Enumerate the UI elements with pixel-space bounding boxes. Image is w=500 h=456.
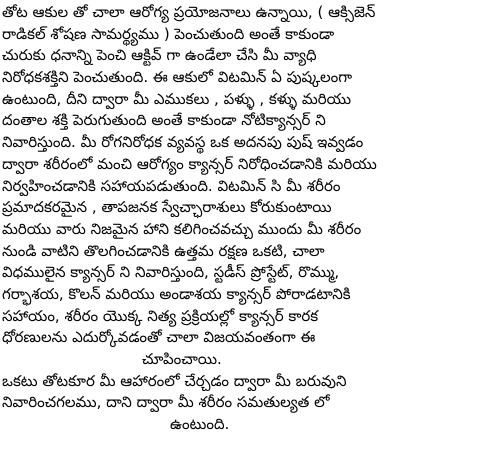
text-line: నిరోధకశక్తిని పెంచుతుంది. ఈ ఆకులో విటమిన్ ఏ పుష్కలంగా	[2, 68, 353, 87]
text-line: చురుకు ధనాన్ని పెంచి ఆక్టివ్ గా ఉండేలా చేసి మీ వ్యాధి	[2, 46, 317, 65]
text-line: నివారించగలము, దాని ద్వారా మీ శరీరం సమతుల్యత లో	[2, 393, 330, 412]
text-line: ప్రమాదకరమైన , తాపజనక స్వేచ్ఛారాశులు కోరుకుంటాయి	[2, 198, 332, 217]
text-line: సహాయం, శరీరం యొక్క నిత్య ప్రక్రియల్లో క్యాన్సర్ కారక	[2, 306, 319, 325]
text-line: గర్భాశయ, కొలన్ మరియు అండాశయ క్యాన్సర్ పోరాడటానికి	[2, 284, 351, 303]
text-line: ఒకటు తోటకూర మీ ఆహారంలో చేర్చడం ద్వారా మీ బరువుని	[2, 371, 347, 390]
text-line: నుండి వాటిని తొలగించడానికి ఉత్తమ రక్షణ ఒకటి, చాలా	[2, 241, 325, 260]
text-line: ఉంటుంది, దీని ద్వారా మీ ఎముకలు , పళ్ళు , కళ్ళు మరియు	[2, 89, 352, 108]
paragraph-1	[2, 2, 490, 371]
text-line: చూపించాయి.	[142, 350, 222, 368]
text-line: విధములైన క్యాన్సర్ ని నివారిస్తుంది, స్టడీస్ ప్రోస్టేట్, రొమ్ము,	[2, 263, 340, 282]
text-line: నిర్వహించడానికి సహాయపడుతుంది. విటమిన్ సి మీ శరీరం	[2, 176, 341, 195]
text-line: రాడికల్ శోషణ సామర్థ్యము ) పెంచుతుంది అంతే కాకుండా	[2, 24, 335, 43]
text-line: ఉంటుంది.	[170, 415, 230, 434]
text-line: ద్వారా శరీరంలో మంచి ఆరోగ్యం క్యాన్సర్ నిరోధించడానికి మరియు	[2, 154, 377, 173]
text-line: ధోరణులను ఎదుర్కోవడంతో చాలా విజయవంతంగా ఈ	[2, 328, 316, 347]
text-line: నివారిస్తుంది. మీ రోగనిరోధక వ్యవస్థ ఒక అదనపు పుష్ ఇవ్వడం	[2, 133, 364, 152]
text-line: తోట ఆకుల తో చాలా ఆరోగ్య ప్రయోజనాలు ఉన్నాయి, ( ఆక్సిజెన్	[2, 3, 376, 21]
paragraph-2	[2, 371, 490, 436]
text-line: మరియు వారు నిజమైన హాని కలిగించవచ్చు ముందు మీ శరీరం	[2, 219, 362, 238]
text-line: దంతాల శక్తి పెరుగుతుంది అంతే కాకుండా నోటిక్యాన్సర్ ని	[2, 111, 326, 130]
